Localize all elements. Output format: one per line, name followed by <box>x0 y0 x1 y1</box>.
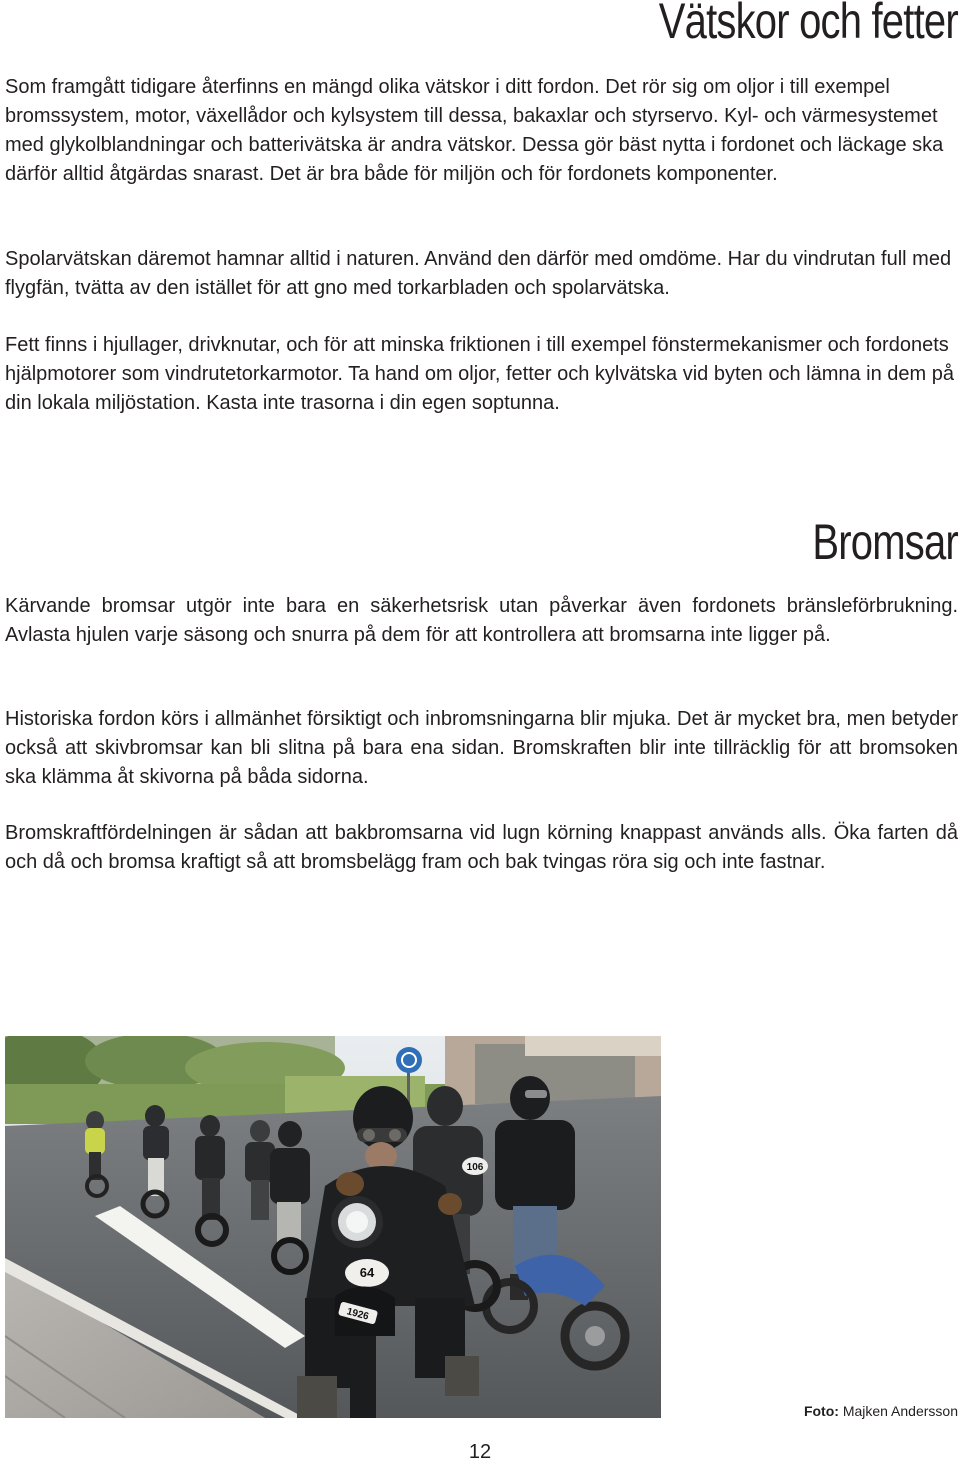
photo-caption <box>804 1403 958 1419</box>
paragraph-fluids-intro: Som framgått tidigare återfinns en mängd olika vätskor i ditt fordon. Det rör sig om oljor i till exempel bromssystem, motor, växellådor och kylsystem till dessa, bakaxlar och styrservo. Kyl- och värmesystemet med glykolblandningar och batterivätska är andra vätskor. Dessa gör bäst nytta i fordonet och läckage ska därför alltid åtgärdas snarast. Det är bra både för miljön och för fordonets komponenter. <box>5 76 944 185</box>
paragraph-brakes-historic: Historiska fordon körs i allmänhet försiktigt och inbromsningarna blir mjuka. Det är mycket bra, men betyder också att skivbromsar kan bli slitna på bara ena sidan. Bromskraften blir inte tillräcklig för att bromsoken ska klämma åt skivorna på båda sidorna. <box>5 708 958 788</box>
paragraph-grease: Fett finns i hjullager, drivknutar, och för att minska friktionen i till exempel fönstermekanismer och fordonets hjälpmotorer som vindrutetorkarmotor. Ta hand om oljor, fetter och kylvätska vid byten och lämna in dem på din lokala miljöstation. Kasta inte trasorna i din egen soptunna. <box>5 334 954 414</box>
paragraph-brakes-sticking: Kärvande bromsar utgör inte bara en säkerhetsrisk utan påverkar även fordonets bränsleförbrukning. Avlasta hjulen varje säsong och snurra på dem för att kontrollera att bromsarna inte ligger på. <box>5 595 958 646</box>
paragraph-brake-distribution: Bromskraftfördelningen är sådan att bakbromsarna vid lugn körning knappast används alls. Öka farten då och då och bromsa kraftigt så att bromsbelägg fram och bak tvingas röra sig och inte fastnar. <box>5 822 958 873</box>
page-number: 12 <box>468 1441 492 1463</box>
plate-1926: 1926 <box>345 1306 370 1323</box>
section-title-fluids: Vätskor och fetter <box>658 0 958 49</box>
paragraph-washer-fluid: Spolarvätskan däremot hamnar alltid i naturen. Använd den därför med omdöme. Har du vindrutan full med flygfän, tvätta av den istället för att gno med torkarbladen och spolarvätska. <box>5 248 952 299</box>
photo-caption-label: Foto: <box>803 1403 839 1419</box>
plate-106: 106 <box>466 1162 484 1173</box>
motorcycle-rally-photo <box>5 1036 661 1418</box>
section-title-brakes: Bromsar <box>812 514 958 570</box>
plate-64: 64 <box>359 1265 375 1280</box>
photo-caption-name: Majken Andersson <box>842 1403 958 1419</box>
